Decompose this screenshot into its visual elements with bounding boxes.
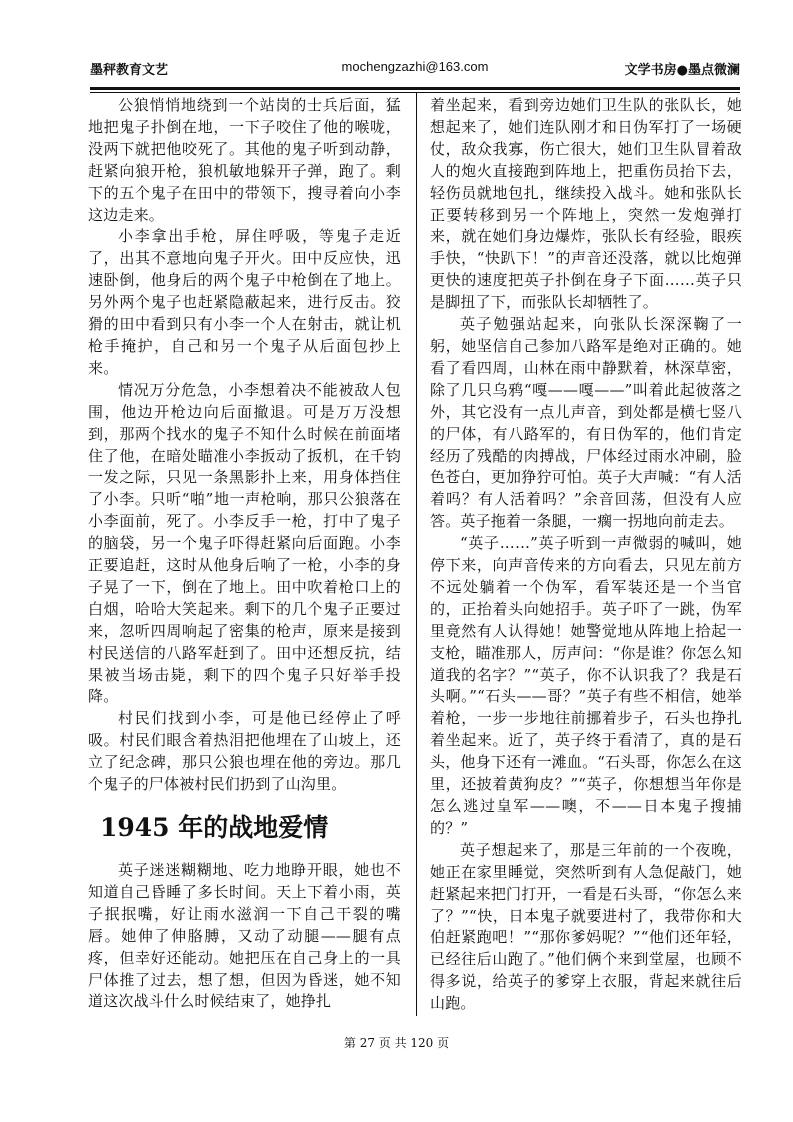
left-column [88, 95, 401, 796]
header-rule-thick [90, 87, 740, 90]
header-section-name: 文学书房●墨点微澜 [624, 63, 740, 78]
column-divider [416, 93, 417, 1016]
left-column-article [88, 860, 401, 1013]
right-column [430, 95, 742, 1015]
paragraph: “英子……”英子听到一声微弱的喊叫，她停下来，向声音传来的方向看去，只见左前方不远处躺着一个伪军，看军装还是一个当官的，正抬着头向她招手。英子吓了一跳，伪军里竟然有人认得她！她警觉地从阵地上拾起一支枪，瞄准那人，厉声问：“你是谁？你怎么知道我的名字？”“英子，你不认识我了？我是石头啊。”“石头——哥？”英子有些不相信，她举着枪，一步一步地往前挪着步子，石头也挣扎着坐起来。近了，英子终于看清了，真的是石头，他身下还有一滩血。“石头哥，你怎么在这里，还披着黄狗皮？”“英子，你想想当年你是怎么逃过皇军——噢，不——日本鬼子搜捕的？” [430, 534, 742, 837]
paragraph: 英子想起来了，那是三年前的一个夜晚，她正在家里睡觉，突然听到有人急促敲门，她赶紧起来把门打开，一看是石头哥，“你怎么来了？”“快，日本鬼子就要进村了，我带你和大伯赶紧跑吧！”“那你爹妈呢？”“他们还年轻，已经往后山跑了。”他们俩个来到堂屋，也顾不得多说，给英子的爹穿上衣服，背起来就往后山跑。 [430, 840, 742, 1013]
header-email: mochengzazhi@163.com [341, 59, 489, 74]
paragraph: 村民们找到小李，可是他已经停止了呼吸。村民们眼含着热泪把他埋在了山坡上，还立了纪念碑，那只公狼也埋在他的旁边。那几个鬼子的尸体被村民们扔到了山沟里。 [88, 709, 401, 794]
page-header [90, 54, 740, 84]
paragraph: 情况万分危急，小李想着决不能被敌人包围，他边开枪边向后面撤退。可是万万没想到，那两个找水的鬼子不知什么时候在前面堵住了他，在暗处瞄准小李扳动了扳机，在千钧一发之际，只见一条黑影扑上来，用身体挡住了小李。只听“啪”地一声枪响，那只公狼落在小李面前，死了。小李反手一枪，打中了鬼子的脑袋，另一个鬼子吓得赶紧向后面跑。小李正要追赶，这时从他身后响了一枪，小李的身子晃了一下，倒在了地上。田中吹着枪口上的白烟，哈哈大笑起来。剩下的几个鬼子正要过来，忽听四周响起了密集的枪声，原来是接到村民送信的八路军赶到了。田中还想反抗，结果被当场击毙，剩下的四个鬼子只好举手投降。 [88, 380, 401, 706]
header-magazine-name: 墨秤教育文艺 [90, 63, 169, 78]
paragraph-continued: 着坐起来，看到旁边她们卫生队的张队长，她想起来了，她们连队刚才和日伪军打了一场硬仗，敌众我寡，伤亡很大，她们卫生队冒着敌人的炮火直接跑到阵地上，把重伤员抬下去，轻伤员就地包扎，继续投入战斗。她和张队长正要转移到另一个阵地上，突然一发炮弹打来，就在她们身边爆炸，张队长有经验，眼疾手快，“快趴下！”的声音还没落，就以比炮弹更快的速度把英子扑倒在身子下面……英子只是脚扭了下，而张队长却牺牲了。 [430, 96, 742, 312]
header-rule-thin [90, 92, 740, 93]
article-title: 1945 年的战地爱情 [100, 813, 329, 842]
paragraph: 公狼悄悄地绕到一个站岗的士兵后面，猛地把鬼子扑倒在地，一下子咬住了他的喉咙，没两下就把他咬死了。其他的鬼子听到动静，赶紧向狼开枪，狼机敏地躲开子弹，跑了。剩下的五个鬼子在田中的带领下，搜寻着向小李这边走来。 [88, 96, 401, 224]
paragraph: 小李拿出手枪，屏住呼吸，等鬼子走近了，出其不意地向鬼子开火。田中反应快，迅速卧倒，他身后的两个鬼子中枪倒在了地上。另外两个鬼子也赶紧隐蔽起来，进行反击。狡猾的田中看到只有小李一个人在射击，就让机枪手掩护，自己和另一个鬼子从后面包抄上来。 [88, 227, 401, 377]
paragraph: 英子迷迷糊糊地、吃力地睁开眼，她也不知道自己昏睡了多长时间。天上下着小雨，英子抿抿嘴，好让雨水滋润一下自己干裂的嘴唇。她伸了伸胳膊，又动了动腿——腿有点疼，但幸好还能动。她把压在自己身上的一具尸体推了过去，想了想，但因为昏迷，她不知道这次战斗什么时候结束了，她挣扎 [88, 861, 401, 1011]
paragraph: 英子勉强站起来，向张队长深深鞠了一躬，她坚信自己参加八路军是绝对正确的。她看了看四周，山林在雨中静默着，林深草密，除了几只乌鸦“嘎——嘎——”叫着此起彼落之外，其它没有一点儿声音，到处都是横七竖八的尸体，有八路军的，有日伪军的，他们肯定经历了残酷的肉搏战，尸体经过雨水冲刷，脸色苍白，更加狰狞可怕。英子大声喊：“有人活着吗？有人活着吗？”余音回荡，但没有人应答。英子拖着一条腿，一瘸一拐地向前走去。 [430, 315, 742, 531]
page-number-footer: 第 27 页 共 120 页 [343, 1036, 450, 1050]
